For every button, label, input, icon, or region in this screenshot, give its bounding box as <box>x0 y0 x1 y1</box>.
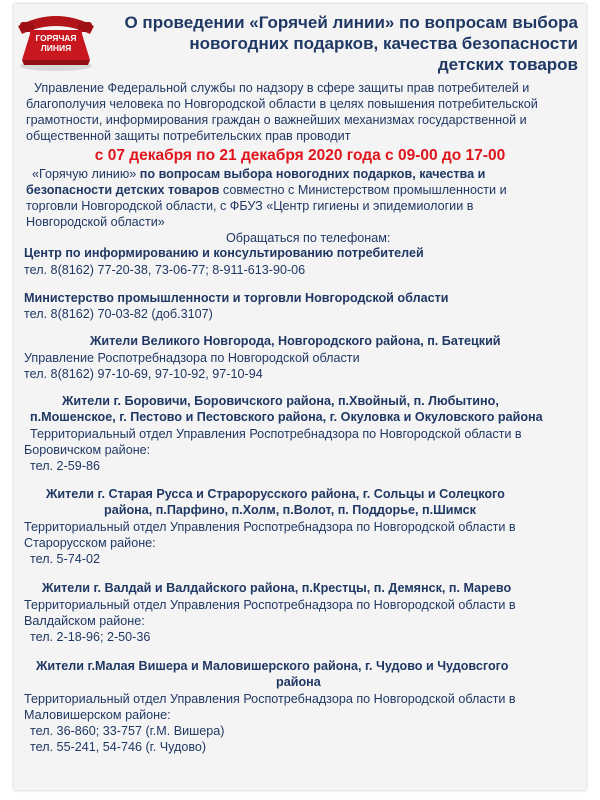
hotline-phone-icon <box>16 8 96 72</box>
contact-heading: Жители г. Валдай и Валдайского района, п.Крестцы, п. Демянск, п. Марево <box>42 581 512 595</box>
topic-subject-2: безопасности детских товаров <box>26 183 220 197</box>
contact-heading: Жители г. Боровичи, Боровичского района, п.Хвойный, п. Любытино, <box>62 394 499 408</box>
topic-line-1 <box>32 166 485 182</box>
badge-line-2: ЛИНИЯ <box>40 43 72 53</box>
topic-line-3: торговли Новгородской области, с ФБУЗ «Центр гигиены и эпидемиологии в <box>26 199 474 213</box>
contact-text: Управление Роспотребнадзора по Новгородской области <box>24 351 360 365</box>
title-line-2: новогодних подарков, качества безопасности <box>189 34 578 53</box>
title-line-1: О проведении «Горячей линии» по вопросам выбора <box>124 13 578 32</box>
intro-line-4: общественной защиты потребительских прав проводит <box>26 129 351 143</box>
contact-heading: Жители г.Малая Вишера и Маловишерского района, г. Чудово и Чудовсгого <box>36 659 509 673</box>
contact-heading: Жители г. Старая Русса и Страрорусского района, г. Сольцы и Солецкого <box>46 487 505 501</box>
contact-heading: района <box>276 675 321 689</box>
contact-phone: тел. 36-860; 33-757 (г.М. Вишера) <box>30 724 225 738</box>
call-label: Обращаться по телефонам: <box>226 231 391 245</box>
title-line-3: детских товаров <box>437 55 578 74</box>
contact-heading: района, п.Парфино, п.Холм, п.Волот, п. Поддорье, п.Шимск <box>104 503 476 517</box>
topic-line-4: Новгородской области» <box>26 215 165 229</box>
contact-phone: тел. 55-241, 54-746 (г. Чудово) <box>30 740 207 754</box>
contact-text: Территориальный отдел Управления Роспотребнадзора по Новгородской области в <box>24 598 516 612</box>
intro-line-3: грамотности, информирования граждан о важнейших механизмах государственной и <box>26 113 527 127</box>
contact-text: Маловишерском районе: <box>24 708 171 722</box>
contact-phone: тел. 8(8162) 97-10-69, 97-10-92, 97-10-94 <box>24 367 263 381</box>
contact-text: Территориальный отдел Управления Роспотребнадзора по Новгородской области в <box>24 692 516 706</box>
topic-line-2 <box>26 182 507 198</box>
contact-phone: тел. 2-59-86 <box>30 459 100 473</box>
topic-hotline-name: «Горячую линию» <box>32 167 137 181</box>
contact-heading: Жители Великого Новгорода, Новгородского района, п. Батецкий <box>90 334 501 348</box>
topic-subject-1: по вопросам выбора новогодних подарков, качества и <box>139 167 486 181</box>
contact-phone: тел. 8(8162) 70-03-82 (доб.3107) <box>24 307 213 321</box>
contact-heading: Министерство промышленности и торговли Новгородской области <box>24 291 449 305</box>
contact-phone: тел. 2-18-96; 2-50-36 <box>30 630 151 644</box>
intro-line-1: Управление Федеральной службы по надзору в сфере защиты прав потребителей и <box>34 81 530 95</box>
contact-heading: Центр по информированию и консультированию потребителей <box>24 246 424 260</box>
contact-text: Валдайском районе: <box>24 614 145 628</box>
contact-text: Боровичском районе: <box>24 443 151 457</box>
intro-line-2: благополучия человека по Новгородской области в целях повышения потребительской <box>26 97 538 111</box>
contact-text: Территориальный отдел Управления Роспотребнадзора по Новгородской области в <box>30 427 522 441</box>
topic-partners-1: совместно с Министерством промышленности и <box>222 183 507 197</box>
contact-text: Территориальный отдел Управления Роспотребнадзора по Новгородской области в <box>24 520 516 534</box>
contact-text: Старорусском районе: <box>24 536 156 550</box>
badge-line-1: ГОРЯЧАЯ <box>35 33 77 43</box>
hotline-dates: с 07 декабря по 21 декабря 2020 года с 09-00 до 17-00 <box>94 147 506 164</box>
page-title <box>104 12 578 75</box>
contact-heading: п.Мошенское, г. Пестово и Пестовского района, г. Окуловка и Окуловского района <box>30 410 543 424</box>
contact-phone: тел. 8(8162) 77-20-38, 73-06-77; 8-911-613-90-06 <box>24 263 306 277</box>
contact-phone: тел. 5-74-02 <box>30 552 100 566</box>
